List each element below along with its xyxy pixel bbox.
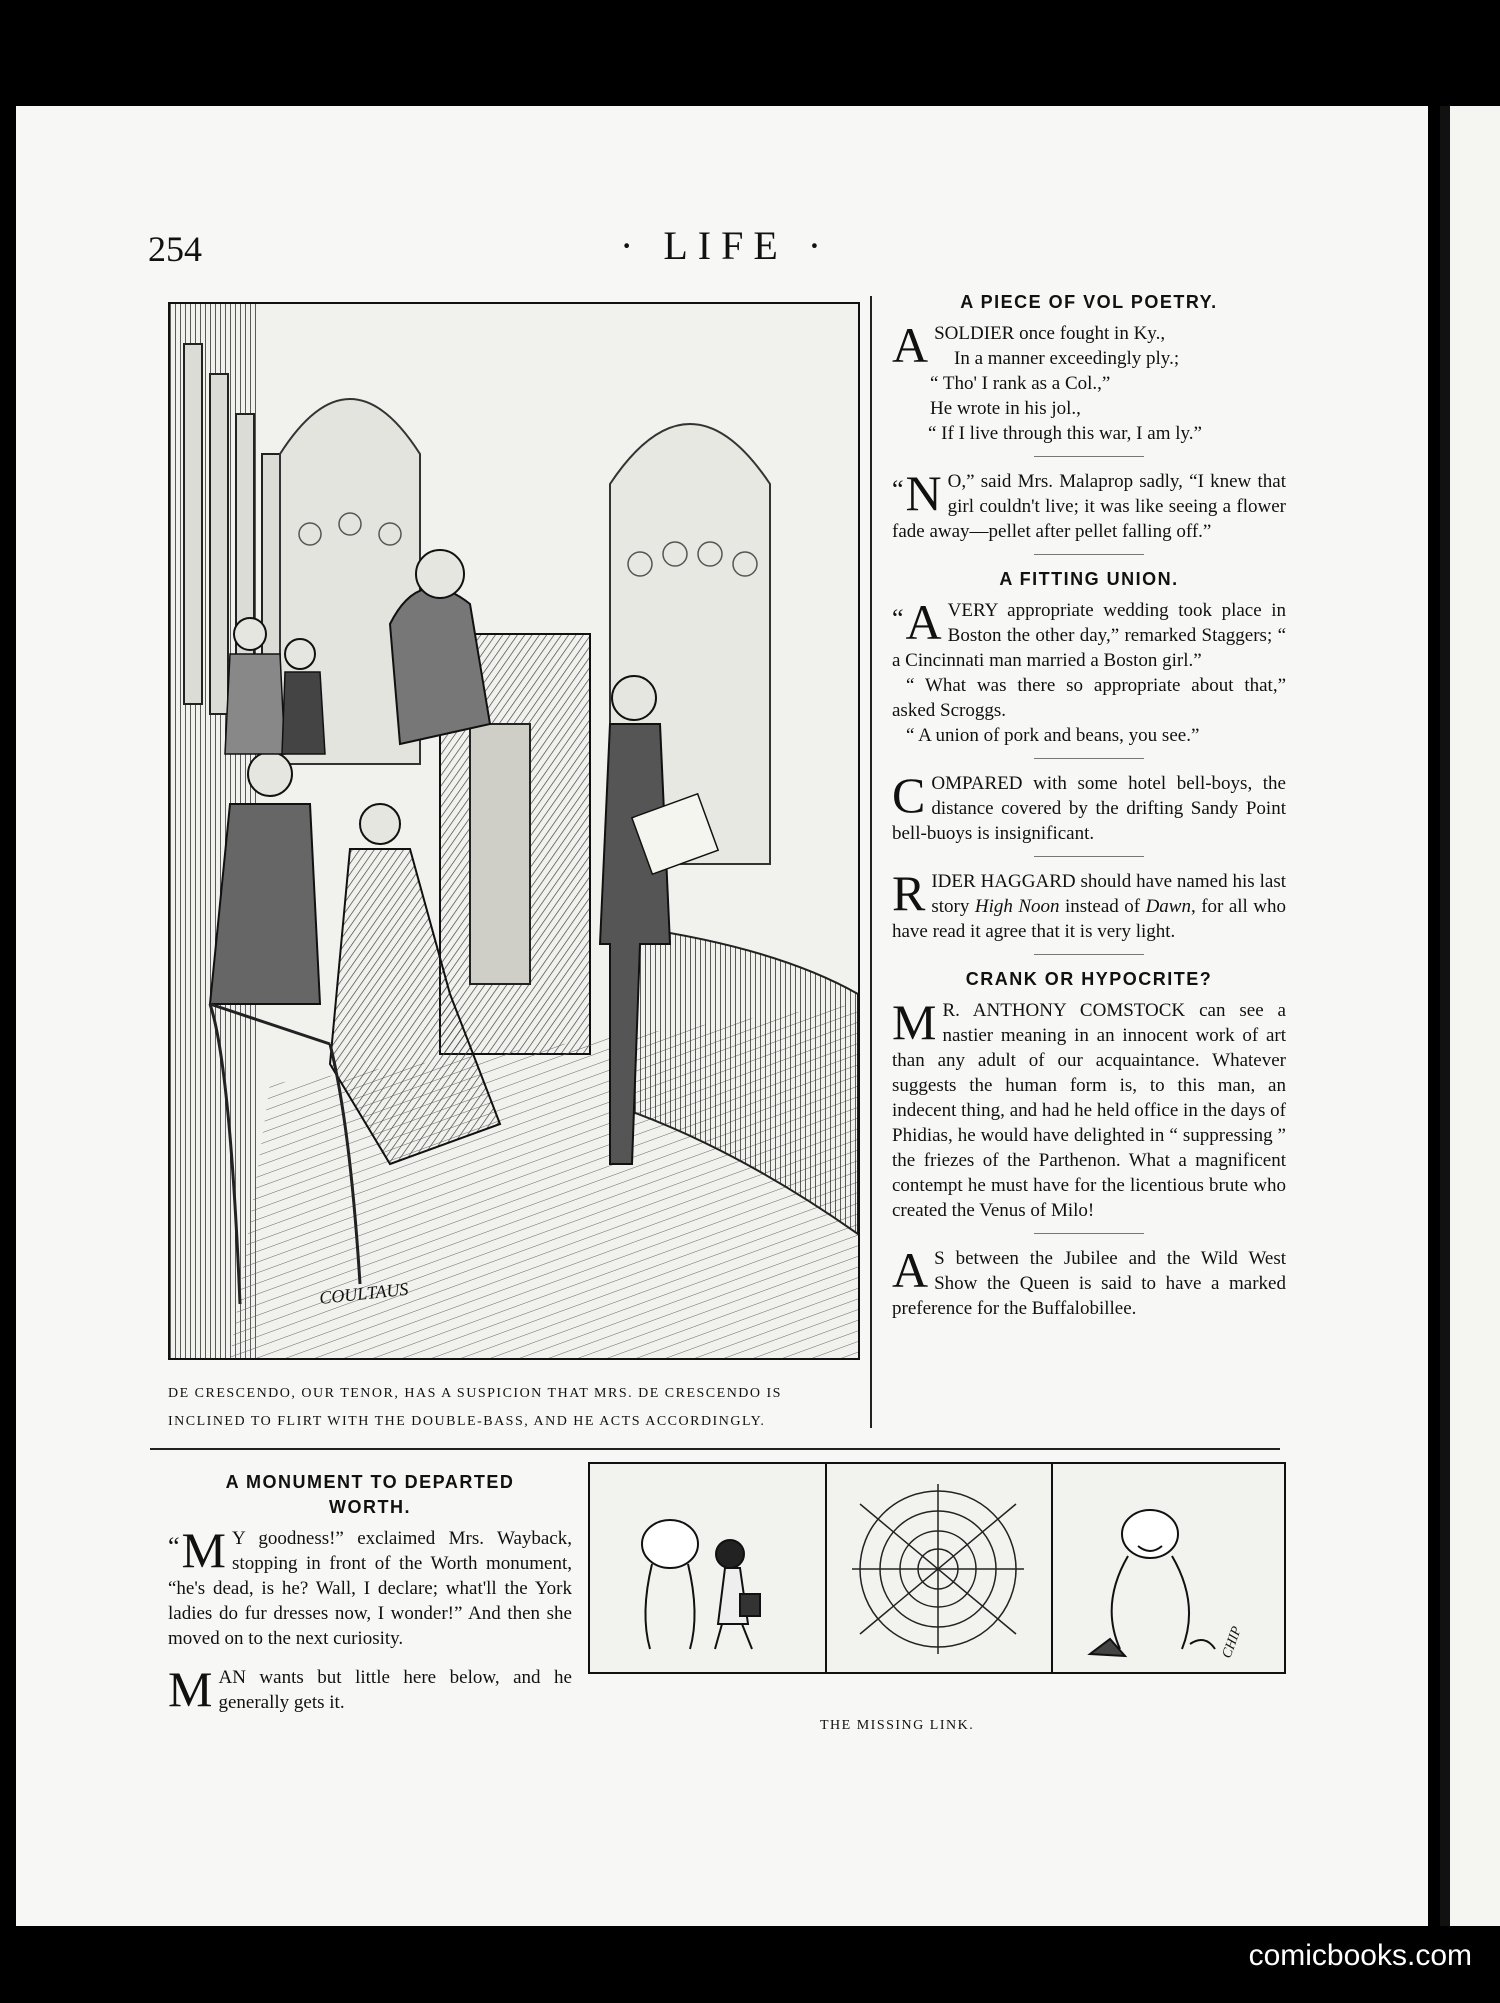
caption-line-2: INCLINED TO FLIRT WITH THE DOUBLE-BASS, AND HE ACTS ACCORDINGLY. xyxy=(168,1414,766,1429)
article-text: S between the Jubilee and the Wild West Show the Queen is said to have a marked preference for the Buffalobillee. xyxy=(892,1248,1286,1319)
poem-line-2: In a manner exceedingly ply.; xyxy=(954,348,1180,369)
watermark: comicbooks.com xyxy=(1248,1939,1472,1972)
article-fitting-union xyxy=(892,567,1286,748)
caption-line-1: DE CRESCENDO, OUR TENOR, HAS A SUSPICION THAT MRS. DE CRESCENDO IS xyxy=(168,1386,782,1401)
article-title: A PIECE OF VOL POETRY. xyxy=(960,292,1218,312)
comic-panel-2 xyxy=(852,1484,1024,1654)
article-haggard xyxy=(892,865,1286,944)
drop-cap: M xyxy=(181,1522,227,1578)
article-text: instead of xyxy=(1059,896,1146,917)
article-text: IDER HAGGARD should have named his last story xyxy=(931,871,1286,917)
rule xyxy=(1034,856,1144,857)
drop-cap: C xyxy=(892,767,926,823)
article-text: , for all who have read it agree that it is very light. xyxy=(892,896,1286,942)
drop-cap: A xyxy=(905,594,942,650)
rule xyxy=(1034,456,1144,457)
article-title-line-2: WORTH. xyxy=(329,1497,411,1517)
comic-signature: CHIP xyxy=(1219,1624,1245,1661)
section-divider xyxy=(150,1448,1280,1450)
article-text: O,” said Mrs. Malaprop sadly, “I knew that girl couldn't live; it was like seeing a flower fade away—pellet after pellet falling off.” xyxy=(892,471,1286,542)
masthead: · LIFE · xyxy=(620,223,832,268)
article-text: VERY appropriate wedding took place in Boston the other day,” remarked Staggers; “ a Cincinnati man married a Boston girl.” xyxy=(892,600,1286,671)
article-crank xyxy=(892,967,1286,1223)
drop-cap: R xyxy=(892,865,926,921)
article-bell-boys xyxy=(892,767,1286,846)
comic-panel-1 xyxy=(642,1520,760,1649)
poem-line-1: SOLDIER once fought in Ky., xyxy=(934,323,1166,344)
article-paragraph: “ A union of pork and beans, you see.” xyxy=(906,725,1200,746)
poem-line-5: “ If I live through this war, I am ly.” xyxy=(928,423,1202,444)
article-man xyxy=(168,1661,572,1717)
drop-cap: M xyxy=(892,994,937,1050)
article-title: A FITTING UNION. xyxy=(999,569,1179,589)
poem-line-4: He wrote in his jol., xyxy=(930,398,1081,419)
article-text: R. ANTHONY COMSTOCK can see a nastier meaning in an innocent work of art than any adult of our acquaintance. Whatever suggests the human form is, to this man, an indecent thing, and had he held office in the days of Phidias, he would have delighted in “ suppressing ” the friezes of the Parthenon. What a magnificent contempt he must have for the licentious brute who created the Venus of Milo! xyxy=(892,1000,1286,1221)
poem-line-3: “ Tho' I rank as a Col.,” xyxy=(930,373,1111,394)
article-monument xyxy=(168,1470,572,1651)
right-column xyxy=(892,290,1286,1321)
drop-cap: M xyxy=(168,1661,213,1717)
rule xyxy=(1034,554,1144,555)
illustration-caption xyxy=(168,1380,856,1436)
book-title: Dawn xyxy=(1145,896,1191,917)
comic-panel-3 xyxy=(1090,1510,1245,1660)
article-malaprop xyxy=(892,465,1286,544)
article-title-line-1: A MONUMENT TO DEPARTED xyxy=(225,1472,515,1492)
missing-link-comic-strip xyxy=(588,1462,1286,1674)
book-title: High Noon xyxy=(974,896,1060,917)
church-choir-illustration xyxy=(168,302,860,1360)
drop-cap: A xyxy=(892,317,929,373)
rule xyxy=(1034,954,1144,955)
article-vol-poetry xyxy=(892,290,1286,446)
next-page-edge xyxy=(1440,106,1500,1926)
article-text: OMPARED with some hotel bell-boys, the distance covered by the drifting Sandy Point bell-buoys is insignificant. xyxy=(892,773,1286,844)
rule xyxy=(1034,758,1144,759)
column-divider xyxy=(870,296,872,1428)
page-number: 254 xyxy=(148,229,202,269)
article-title: CRANK OR HYPOCRITE? xyxy=(965,969,1213,989)
bottom-left-column xyxy=(168,1470,572,1715)
article-paragraph: “ What was there so appropriate about that,” asked Scroggs. xyxy=(892,675,1286,721)
open-quote: “ xyxy=(892,604,904,633)
article-text: AN wants but little here below, and he generally gets it. xyxy=(218,1667,572,1713)
drop-cap: N xyxy=(905,465,942,521)
open-quote: “ xyxy=(168,1532,180,1561)
drop-cap: A xyxy=(892,1242,929,1298)
rule xyxy=(1034,1233,1144,1234)
open-quote: “ xyxy=(892,475,904,504)
article-text: Y goodness!” exclaimed Mrs. Wayback, stopping in front of the Worth monument, “he's dead, is he? Wall, I declare; what'll the York ladies do fur dresses now, I wonder!” And then she moved on to the next curiosity. xyxy=(168,1528,572,1649)
article-jubilee xyxy=(892,1242,1286,1321)
illustration-signature: COULTAUS xyxy=(318,1278,410,1308)
comic-caption: THE MISSING LINK. xyxy=(820,1718,975,1733)
